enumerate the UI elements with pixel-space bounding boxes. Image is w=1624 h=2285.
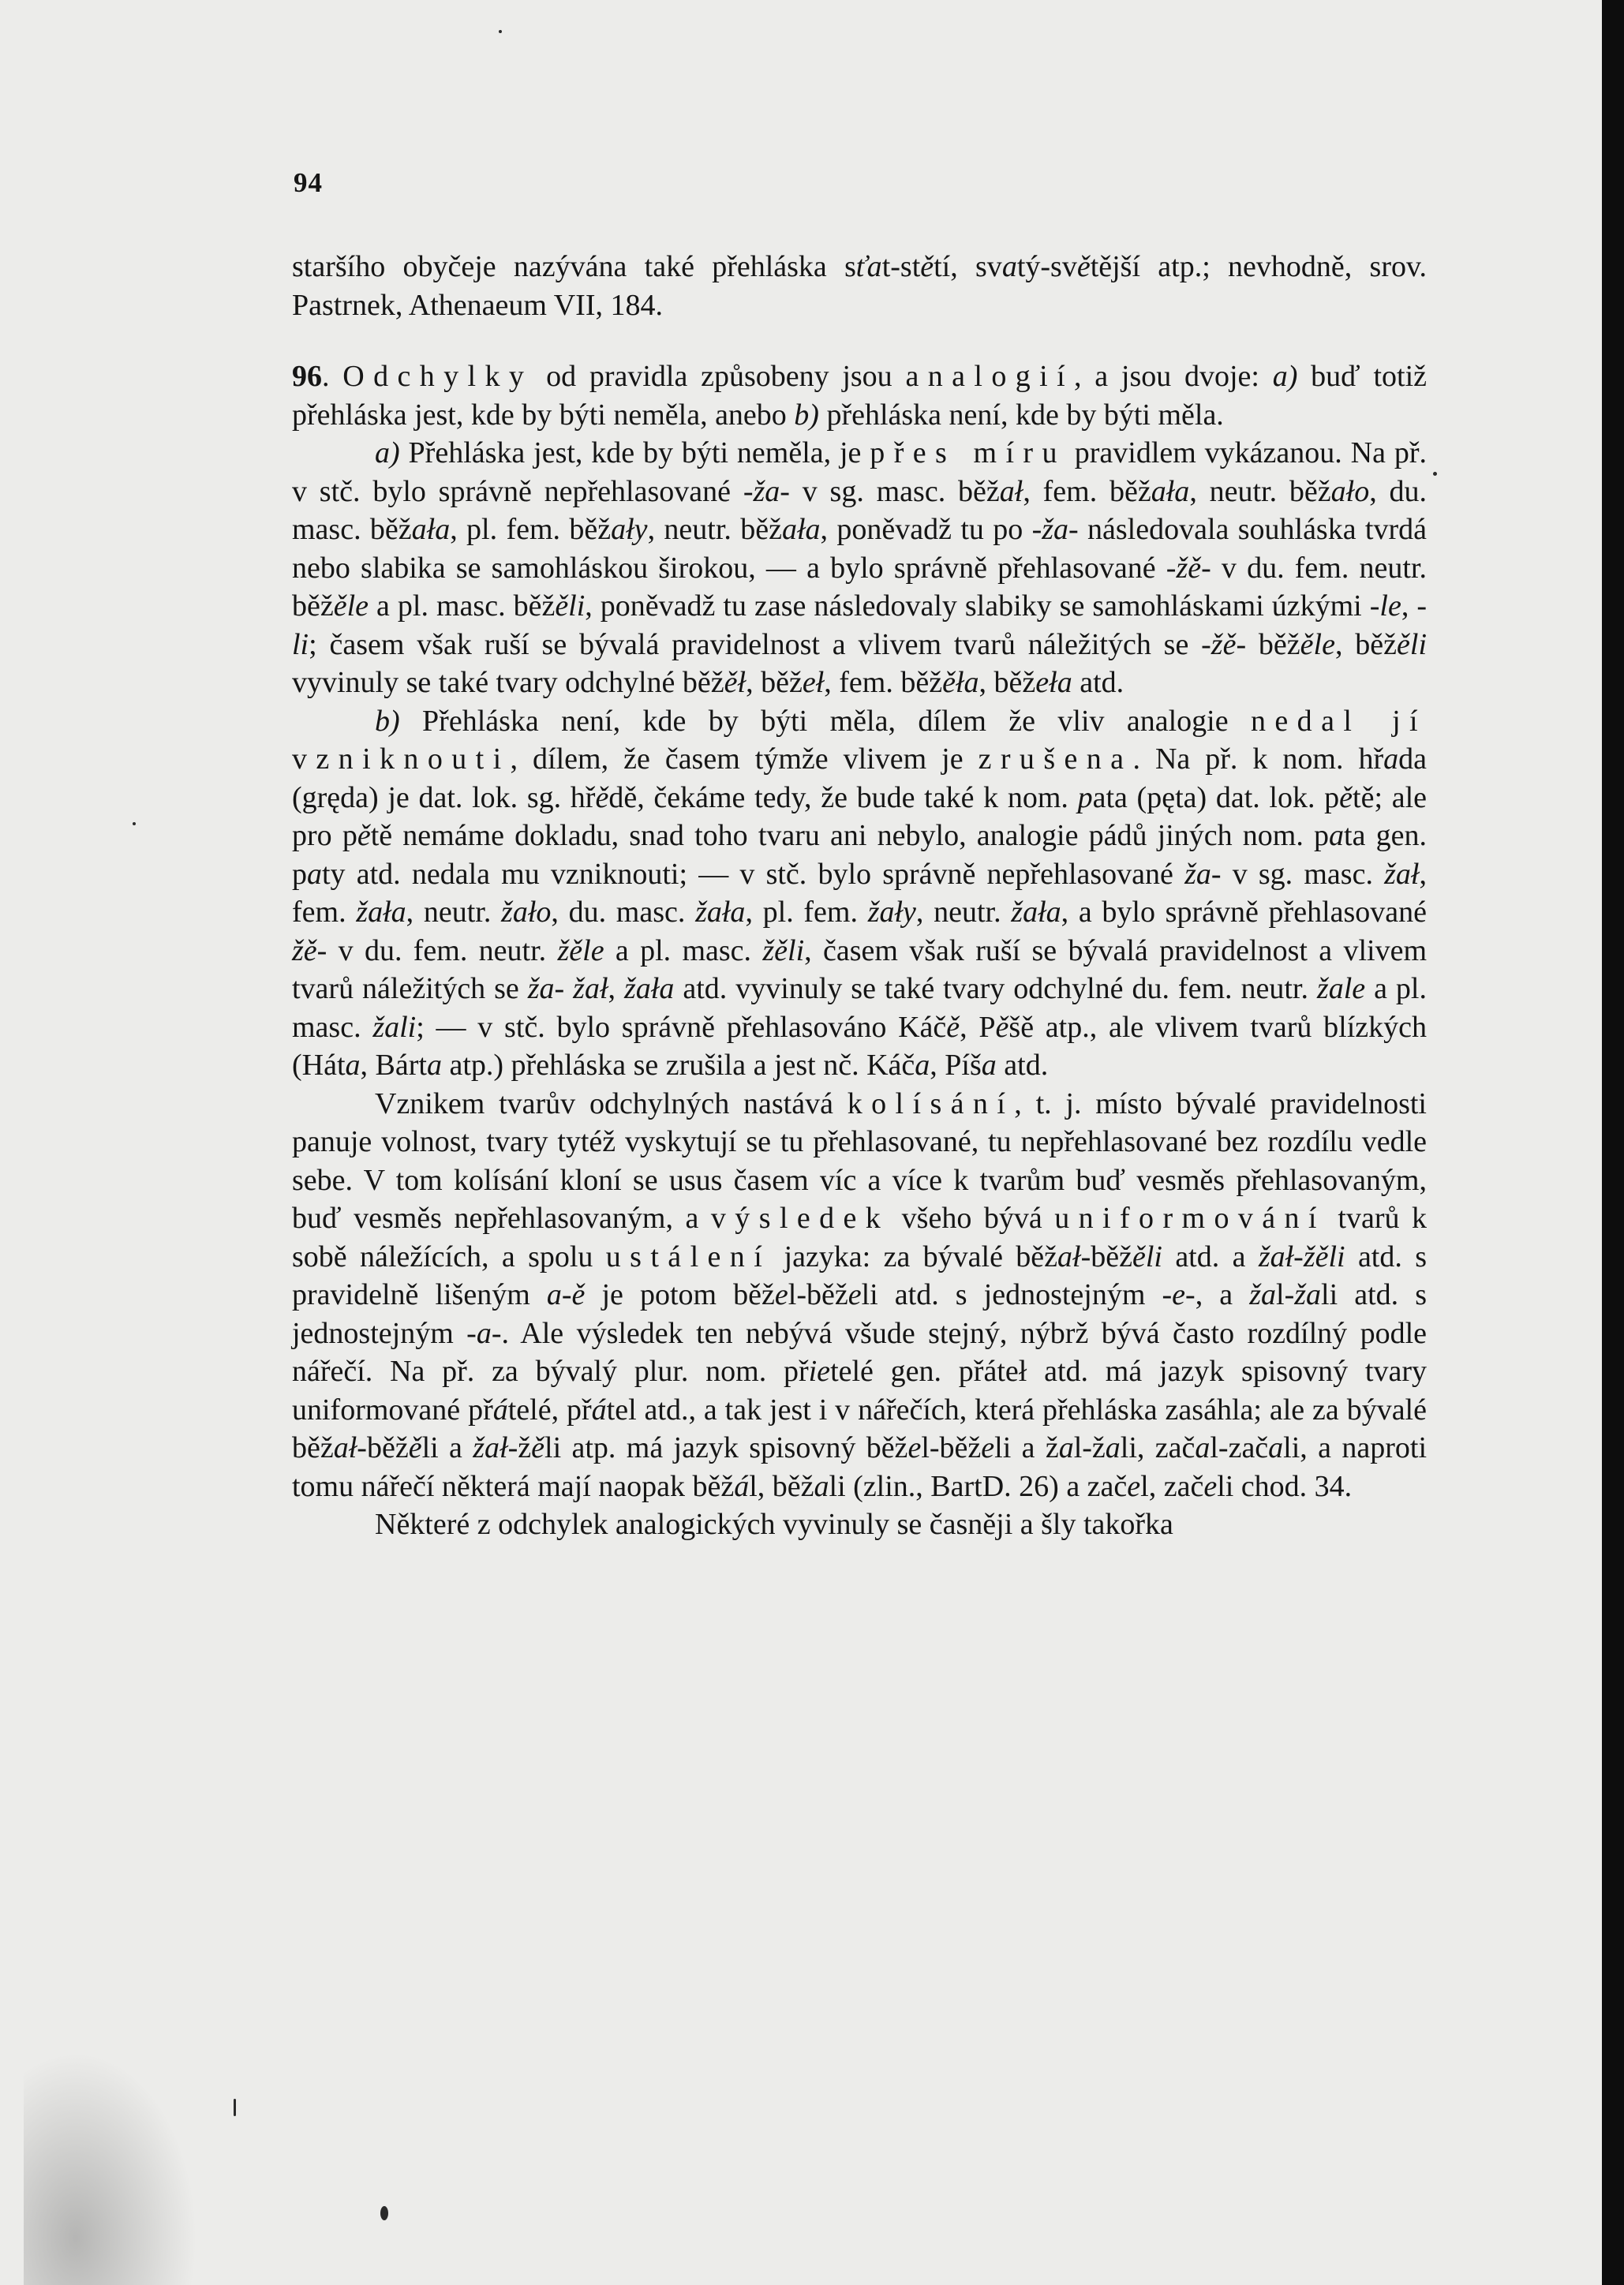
text-run: atd. vyvinuly se také tvary odchylné du. fem. neutr.: [674, 972, 1317, 1005]
spaced-emphasis: Odchylky: [342, 360, 533, 393]
italic-form: ža: [1294, 1278, 1322, 1311]
italic-form: a: [1383, 742, 1399, 776]
italic-form: -e-: [1162, 1278, 1196, 1311]
text-run: , P: [960, 1010, 996, 1044]
text-run: pravidlem vykázanou. Na př. v stč. bylo správně nepřehlasované: [292, 436, 1427, 508]
italic-form: ě: [920, 250, 934, 283]
italic-form: a: [1058, 1431, 1074, 1464]
text-run: da (gręda) je dat. lok. sg. hř: [292, 742, 1427, 814]
italic-form: ał: [999, 474, 1023, 508]
text-run: atd.: [996, 1049, 1049, 1082]
italic-form: a): [1272, 360, 1298, 393]
italic-form: ěle: [333, 589, 369, 623]
text-run: . Ale výsledek ten nebývá všude stejný, nýbrž bývá často rozdílný podle nářečí. Na př. za bývalý plur. nom. př: [292, 1316, 1427, 1388]
italic-form: e: [981, 1431, 995, 1464]
text-run: dě, čekáme tedy, že bude také k nom.: [608, 780, 1078, 814]
text-run: běž: [1246, 627, 1300, 661]
italic-form: -žě-: [1201, 627, 1247, 661]
text-run: , fem. běž: [1023, 474, 1151, 508]
paragraph: [292, 357, 1427, 434]
italic-form: ťa: [855, 250, 882, 283]
text-run: šě atp., ale vlivem tvarů blízkých (Hát: [292, 1010, 1427, 1082]
text-run: , t. j. místo bývalé pravidelnosti panuje volnost, tvary tytéž vyskytují se tu přehlasované, tu nepřehlasované bez rozdílu vedle sebe. V tom kolísání kloní se usus časem víc a více k tvarům buď vesměs přehlasovaným, buď vesměs nepřehlasovaným, a: [292, 1086, 1427, 1235]
text-run: všeho bývá: [889, 1202, 1055, 1235]
text-run: -běž: [357, 1431, 409, 1464]
italic-form: ał: [1057, 1240, 1081, 1273]
text-run: , pl. fem.: [745, 896, 868, 929]
text-run: , fem. běž: [824, 666, 943, 699]
italic-form: ža- žał: [527, 972, 608, 1005]
text-run: , poněvadž tu zase následovaly slabiky se samohláskami úzkými: [585, 589, 1370, 623]
italic-form: a: [307, 857, 322, 891]
italic-form: b): [375, 704, 400, 738]
italic-form: e: [1203, 1469, 1218, 1503]
italic-form: a: [981, 1049, 997, 1082]
text-run: telé gen. přáteł atd. má jazyk spisovný tvary uniformované př: [292, 1355, 1427, 1427]
ink-speck: [133, 822, 136, 825]
italic-form: ě: [1076, 250, 1091, 283]
italic-form: ě: [1339, 780, 1353, 814]
spaced-emphasis: ustálení: [605, 1240, 772, 1273]
italic-form: ě: [531, 1431, 545, 1464]
text-run: l, běž: [749, 1469, 814, 1503]
italic-form: ěł: [724, 666, 747, 699]
text-run: ,: [1401, 589, 1417, 623]
text-run: , dílem, že časem týmže vlivem je: [510, 742, 979, 776]
italic-form: ał: [333, 1431, 357, 1464]
page-smudge: [24, 2051, 197, 2285]
text-run: , a bylo správně přehlasované: [1061, 896, 1428, 929]
text-run: , časem však ruší se bývalá pravidelnost a vlivem tvarů náležitých se: [292, 933, 1428, 1005]
italic-form: a): [375, 436, 400, 469]
italic-form: žěle: [557, 933, 604, 967]
text-run: tel atd., a tak jest i v nářečích, která přehláska zasáhla; ale za bývalé běž: [292, 1393, 1427, 1464]
scan-border: [1602, 0, 1624, 2285]
italic-form: a: [1001, 250, 1017, 283]
text-run: , běž: [1334, 627, 1398, 661]
italic-form: ała: [781, 513, 821, 546]
italic-form: žale: [1316, 972, 1366, 1005]
italic-form: žěli: [762, 933, 805, 967]
italic-form: ě: [357, 819, 371, 852]
text-run: ata (pęta) dat. lok. p: [1092, 780, 1340, 814]
italic-form: a: [426, 1049, 442, 1082]
italic-form: b): [794, 398, 819, 432]
text-run: atd. a: [1162, 1240, 1259, 1273]
italic-form: ža: [1249, 1278, 1277, 1311]
ink-speck: [380, 2206, 388, 2220]
text-run: a pl. masc. běž: [369, 589, 556, 623]
italic-form: ało: [1330, 474, 1370, 508]
italic-form: žał-žěli: [1258, 1240, 1345, 1273]
text-run: jazyka: za bývalé běž: [771, 1240, 1058, 1273]
italic-form: ała: [411, 513, 451, 546]
italic-form: ěła: [942, 666, 979, 699]
text-run: ,: [608, 972, 624, 1005]
italic-form: žał: [1384, 857, 1420, 891]
text-run: tější atp.; nevhodně, srov. Pastrnek, Athenaeum VII, 184.: [292, 250, 1428, 322]
text-run: , pl. fem. běž: [450, 513, 612, 546]
italic-form: a: [915, 1049, 930, 1082]
paragraph: [292, 248, 1427, 324]
text-run: , fem.: [292, 857, 1427, 929]
section-number: 96: [292, 360, 322, 393]
text-run: .: [322, 360, 343, 393]
text-run: Některé z odchylek analogických vyvinuly se časněji a šly takořka: [375, 1508, 1173, 1541]
text-run: telé, př: [507, 1393, 592, 1427]
text-run: , Píš: [930, 1049, 982, 1082]
text-run: Vznikem tvarův odchylných nastává: [375, 1086, 848, 1120]
text-run: atp.) přehláska se zrušila a jest nč. Káč: [441, 1049, 915, 1082]
italic-form: -le: [1369, 589, 1401, 623]
italic-form: ěli: [1132, 1240, 1162, 1273]
page-number: 94: [294, 167, 323, 198]
ink-speck: [499, 30, 502, 33]
text-run: li chod. 34.: [1217, 1469, 1353, 1503]
text-run: -ž: [507, 1431, 532, 1464]
paragraph: [292, 434, 1427, 702]
text-run: atd. s pravidelně lišeným: [292, 1240, 1428, 1311]
text-run: li a: [421, 1431, 473, 1464]
text-run: tý-sv: [1016, 250, 1077, 283]
text-run: li, zač: [1120, 1431, 1196, 1464]
text-run: , a jsou dvoje:: [1074, 360, 1273, 393]
italic-form: ěle: [1300, 627, 1335, 661]
text-run: tě; ale pro p: [292, 780, 1427, 852]
italic-form: eła: [1035, 666, 1072, 699]
text-run: , běž: [979, 666, 1036, 699]
text-run: staršího obyčeje nazývána také přehláska s: [292, 250, 856, 283]
paragraph: [292, 1505, 1427, 1544]
italic-form: a: [345, 1049, 361, 1082]
italic-form: e: [907, 1431, 922, 1464]
italic-form: -ža-: [1031, 513, 1079, 546]
italic-form: žě-: [292, 933, 327, 967]
text-run: , neutr.: [915, 896, 1012, 929]
paragraph: [292, 1085, 1427, 1506]
body-text: [292, 248, 1427, 1544]
italic-form: ały: [611, 513, 648, 546]
text-run: , poněvadž tu po: [820, 513, 1032, 546]
text-run: l-běž: [788, 1278, 848, 1311]
text-run: li a ž: [994, 1431, 1059, 1464]
text-run: t-st: [881, 250, 921, 283]
italic-form: e: [848, 1278, 862, 1311]
italic-form: žała: [356, 896, 406, 929]
italic-form: ě: [595, 780, 609, 814]
text-run: tě nemáme dokladu, snad toho tvaru ani nebylo, analogie pádů jiných nom. p: [370, 819, 1330, 852]
text-run: , a: [1195, 1278, 1250, 1311]
text-run: -běž: [1080, 1240, 1132, 1273]
italic-form: p: [1077, 780, 1093, 814]
spaced-emphasis: kolísání: [847, 1086, 1015, 1120]
text-run: li atp. má jazyk spisovný běž: [544, 1431, 908, 1464]
text-run: atd.: [1072, 666, 1124, 699]
italic-form: a: [1268, 1431, 1284, 1464]
spaced-emphasis: nedal jí vzniknouti: [292, 704, 1427, 776]
italic-form: žała: [695, 896, 746, 929]
text-run: od pravidla způsobeny jsou: [533, 360, 906, 393]
italic-form: ža-: [1184, 857, 1222, 891]
italic-form: žał: [473, 1431, 508, 1464]
paragraph-gap: [292, 324, 1427, 357]
text-run: v sg. masc.: [1221, 857, 1385, 891]
italic-form: a: [1195, 1431, 1211, 1464]
spaced-emphasis: analogií: [905, 360, 1075, 393]
text-run: ta gen. p: [292, 819, 1427, 891]
italic-form: e: [1127, 1469, 1141, 1503]
text-run: v du. fem. neutr.: [327, 933, 558, 967]
spaced-emphasis: výsledek: [710, 1202, 890, 1235]
text-run: , neutr. běž: [1189, 474, 1331, 508]
italic-form: á: [734, 1469, 750, 1503]
text-run: přehláska není, kde by býti měla.: [818, 398, 1224, 432]
italic-form: a: [1105, 1431, 1121, 1464]
ink-speck: [1433, 472, 1437, 476]
italic-form: eł: [802, 666, 825, 699]
text-run: , du. masc.: [551, 896, 696, 929]
text-run: v du. fem. neutr. běž: [292, 551, 1427, 623]
italic-form: ała: [1151, 474, 1190, 508]
text-run: ; časem však ruší se bývalá pravidelnost a vlivem tvarů náležitých se: [309, 627, 1202, 661]
italic-form: ie: [808, 1355, 831, 1388]
text-run: následovala souhláska tvrdá nebo slabika se samohláskou širokou, — a bylo správně přehlasované: [292, 513, 1428, 585]
italic-form: žali: [372, 1010, 417, 1044]
spaced-emphasis: zrušena: [978, 742, 1133, 776]
text-run: , Bárt: [360, 1049, 427, 1082]
italic-form: -žě-: [1166, 551, 1211, 585]
text-run: tvarů k sobě náležících, a spolu: [292, 1202, 1427, 1273]
text-run: , běž: [746, 666, 803, 699]
text-run: vyvinuly se také tvary odchylné běž: [292, 666, 724, 699]
italic-form: -ža-: [743, 474, 790, 508]
italic-form: e: [774, 1278, 788, 1311]
text-run: li atd. s jednostejným: [292, 1278, 1428, 1350]
italic-form: ěli: [555, 589, 586, 623]
text-run: l-zač: [1210, 1431, 1269, 1464]
text-run: tí, sv: [934, 250, 1002, 283]
italic-form: žała: [624, 972, 675, 1005]
text-run: a pl. masc.: [604, 933, 763, 967]
italic-form: -li: [292, 589, 1428, 661]
text-run: . Na př. k nom. hř: [1132, 742, 1384, 776]
italic-form: -a-: [466, 1316, 502, 1350]
text-run: l-: [1276, 1278, 1295, 1311]
text-run: , neutr. běž: [647, 513, 782, 546]
italic-form: žała: [1011, 896, 1061, 929]
text-run: v sg. masc. běž: [789, 474, 1000, 508]
text-run: ; — v stč. bylo správně přehlasováno Káč: [416, 1010, 947, 1044]
text-run: je potom běž: [585, 1278, 775, 1311]
text-run: Přehláska není, kde by býti měla, dílem že vliv analogie: [399, 704, 1251, 738]
text-run: li atd. s jednostejným: [861, 1278, 1162, 1311]
italic-form: ě: [408, 1431, 422, 1464]
text-run: ty atd. nedala mu vzniknouti; — v stč. bylo správně nepřehlasované: [322, 857, 1185, 891]
italic-form: žały: [867, 896, 916, 929]
italic-form: ěli: [1397, 627, 1428, 661]
text-run: Přehláska jest, kde by býti neměla, je: [399, 436, 870, 469]
italic-form: a: [1329, 819, 1345, 852]
text-run: l-ž: [1073, 1431, 1106, 1464]
text-run: li (zlin., BartD. 26) a zač: [829, 1469, 1128, 1503]
italic-form: žało: [501, 896, 552, 929]
paragraph: [292, 702, 1427, 1085]
text-run: , du. masc. běž: [292, 474, 1428, 546]
italic-form: a-ě: [546, 1278, 586, 1311]
text-run: l, zač: [1140, 1469, 1204, 1503]
italic-form: a: [814, 1469, 829, 1503]
italic-form: ě: [995, 1010, 1009, 1044]
text-run: l-běž: [921, 1431, 982, 1464]
text-run: buď totiž přehláska jest, kde by býti neměla, anebo: [292, 360, 1427, 432]
italic-form: á: [492, 1393, 508, 1427]
text-run: , neutr.: [406, 896, 502, 929]
spaced-emphasis: uniformování: [1054, 1202, 1326, 1235]
italic-form: ě: [946, 1010, 960, 1044]
italic-form: á: [591, 1393, 607, 1427]
spaced-emphasis: přes míru: [870, 436, 1066, 469]
text-run: a pl. masc.: [292, 972, 1427, 1044]
text-run: li, a naproti tomu nářečí některá mají naopak běž: [292, 1431, 1427, 1503]
ink-speck: [234, 2099, 236, 2116]
